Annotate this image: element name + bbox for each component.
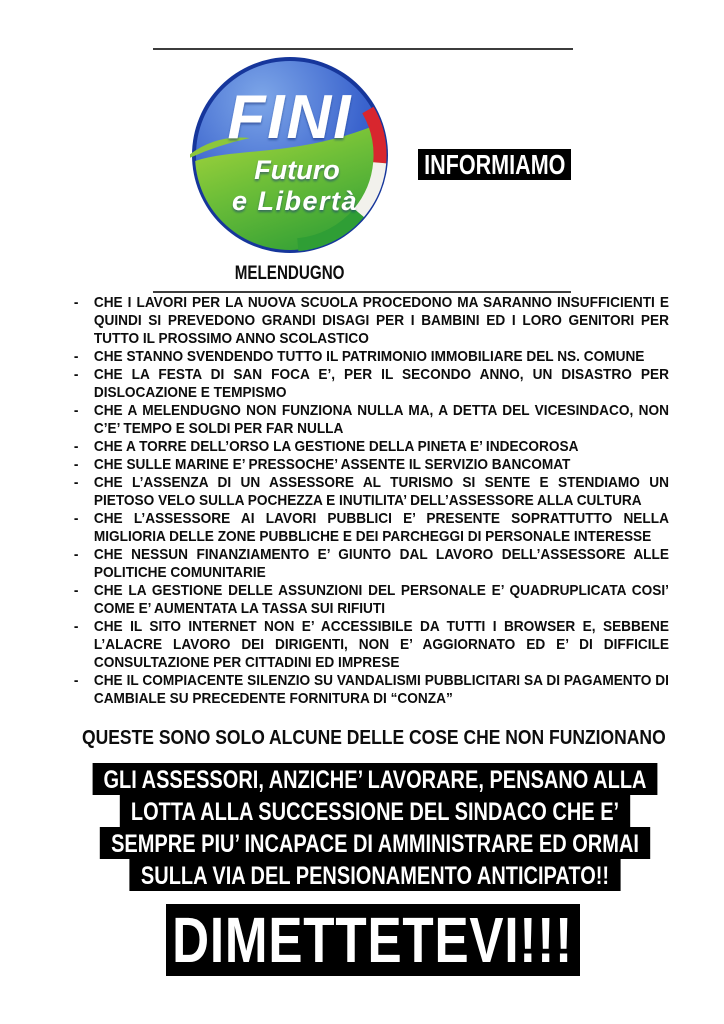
issue-item <box>72 366 669 402</box>
bullet-dash: - <box>73 366 79 383</box>
issue-text: CHE NESSUN FINANZIAMENTO E’ GIUNTO DAL LAVORO DELL’ASSESSORE ALLE POLITICHE COMUNITARIE <box>93 546 669 581</box>
logo-subtitle-line2: e Libertà <box>231 186 359 216</box>
issue-item <box>72 474 669 510</box>
bullet-dash: - <box>73 582 79 599</box>
issue-text: CHE L’ASSENZA DI UN ASSESSORE AL TURISMO SI SENTE E STENDIAMO UN PIETOSO VELO SULLA POCHEZZA E INUTILITA’ DELL’ASSESSORE ALLA CULTURA <box>93 474 669 509</box>
highlight-row <box>85 763 664 795</box>
issue-text: CHE STANNO SVENDENDO TUTTO IL PATRIMONIO IMMOBILIARE DEL NS. COMUNE <box>93 348 645 365</box>
issue-text: CHE I LAVORI PER LA NUOVA SCUOLA PROCEDONO MA SARANNO INSUFFICIENTI E QUINDI SI PREVEDONO GRANDI DISAGI PER I BAMBINI ED I LORO GENITORI PER TUTTO IL PROSSIMO ANNO SCOLASTICO <box>93 294 669 347</box>
issue-item <box>72 672 669 708</box>
issue-text: CHE SULLE MARINE E’ PRESSOCHE’ ASSENTE IL SERVIZIO BANCOMAT <box>93 456 571 473</box>
bullet-dash: - <box>73 672 79 689</box>
location-title-text: MELENDUGNO <box>235 263 345 284</box>
issue-text: CHE L’ASSESSORE AI LAVORI PUBBLICI E’ PRESENTE SOPRATTUTTO NELLA MIGLIORIA DELLE ZONE PUBBLICHE E DEI PARCHEGGI DI PERSONALE INTERESSE <box>93 510 669 545</box>
location-title <box>190 263 390 285</box>
issue-item <box>72 510 669 546</box>
bullet-dash: - <box>73 618 79 635</box>
highlight-row <box>85 827 664 859</box>
highlight-line: GLI ASSESSORI, ANZICHE’ LAVORARE, PENSANO ALLA <box>92 763 657 795</box>
summary-text: QUESTE SONO SOLO ALCUNE DELLE COSE CHE NON FUNZIONANO <box>82 727 666 749</box>
highlight-line: SEMPRE PIU’ INCAPACE DI AMMINISTRARE ED ORMAI <box>100 827 650 859</box>
dimettetevi-banner <box>166 904 580 976</box>
highlight-line: LOTTA ALLA SUCCESSIONE DEL SINDACO CHE E’ <box>120 795 631 827</box>
informiamo-label: INFORMIAMO <box>423 148 566 180</box>
issues-list <box>72 294 669 708</box>
logo-subtitle-line1: Futuro <box>254 155 340 185</box>
issue-text: CHE A MELENDUGNO NON FUNZIONA NULLA MA, A DETTA DEL VICESINDACO, NON C’E’ TEMPO E SOLDI PER FAR NULLA <box>93 402 669 437</box>
issue-item <box>72 582 669 618</box>
logo-title-text: FINI <box>227 83 353 152</box>
issue-item <box>72 546 669 582</box>
issue-item <box>72 348 669 366</box>
dimettetevi-label: DIMETTETEVI!!! <box>172 904 574 976</box>
bullet-dash: - <box>73 456 79 473</box>
issue-item <box>72 456 669 474</box>
highlight-block <box>85 763 664 891</box>
informiamo-banner <box>418 149 571 180</box>
issue-text: CHE IL COMPIACENTE SILENZIO SU VANDALISMI PUBBLICITARI SA DI PAGAMENTO DI CAMBIALE SU PRECEDENTE FORNITURA DI “CONZA” <box>93 672 669 707</box>
top-divider <box>153 48 573 50</box>
issue-text: CHE A TORRE DELL’ORSO LA GESTIONE DELLA PINETA E’ INDECOROSA <box>93 438 579 455</box>
fini-logo-graphic <box>190 54 390 256</box>
bullet-dash: - <box>73 402 79 419</box>
bullet-dash: - <box>73 510 79 527</box>
issue-item <box>72 294 669 348</box>
bullet-dash: - <box>73 348 79 365</box>
issue-text: CHE LA GESTIONE DELLE ASSUNZIONI DEL PERSONALE E’ QUADRUPLICATA COSI’ COME E’ AUMENTATA LA TASSA SUI RIFIUTI <box>93 582 669 617</box>
highlight-line: SULLA VIA DEL PENSIONAMENTO ANTICIPATO!! <box>130 859 621 891</box>
header-divider <box>153 291 571 293</box>
issue-text: CHE LA FESTA DI SAN FOCA E’, PER IL SECONDO ANNO, UN DISASTRO PER DISLOCAZIONE E TEMPISMO <box>93 366 669 401</box>
bullet-dash: - <box>73 294 79 311</box>
bullet-dash: - <box>73 474 79 491</box>
issue-item <box>72 402 669 438</box>
summary-line <box>82 728 724 750</box>
issue-item <box>72 438 669 456</box>
highlight-row <box>85 795 664 827</box>
bullet-dash: - <box>73 438 79 455</box>
fini-logo <box>190 54 390 256</box>
issue-item <box>72 618 669 672</box>
bullet-dash: - <box>73 546 79 563</box>
issue-text: CHE IL SITO INTERNET NON E’ ACCESSIBILE DA TUTTI I BROWSER E, SEBBENE L’ALACRE LAVORO DEI DIRIGENTI, NON E’ AGGIORNATO ED E’ DI DIFFICILE CONSULTAZIONE PER CITTADINI ED IMPRESE <box>93 618 669 671</box>
highlight-row <box>85 859 664 891</box>
